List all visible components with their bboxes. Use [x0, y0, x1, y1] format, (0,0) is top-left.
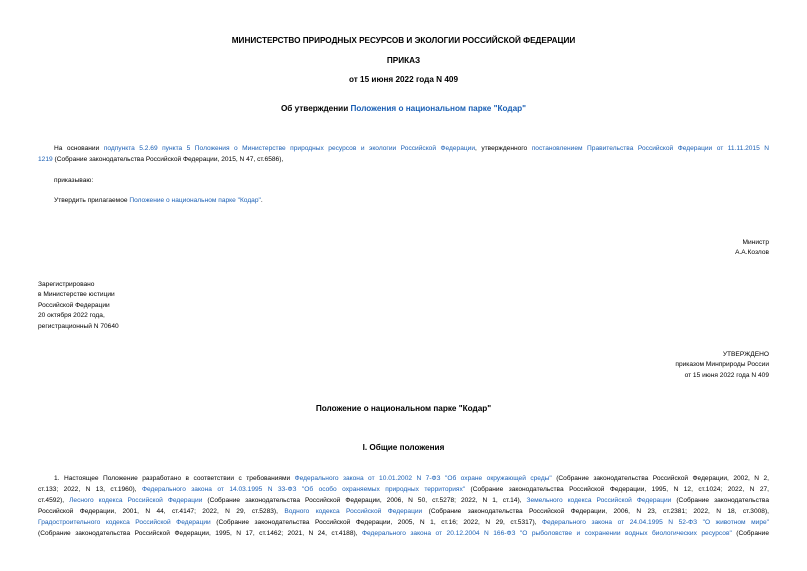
- body-text: (Собрание законодательства Российской Федерации, 1995, N 12, ст.1024; 2022, N 27,: [465, 486, 770, 493]
- law-reference-link[interactable]: Лесного кодекса Российской Федерации: [69, 497, 203, 504]
- body-text: Российской Федерации, 2001, N 44, ст.4147; 2022, N 29, ст.5283),: [38, 508, 285, 515]
- body-text: (Собрание законодательства Российской Федерации, 2005, N 1, ст.16; 2022, N 29, ст.5317),: [210, 519, 543, 526]
- law-reference-link[interactable]: Градостроительного кодекса Российской Федерации: [38, 519, 211, 526]
- body-text: (Собрание законодательства Российской Федерации, 2006, N 50, ст.5278; 2022, N 1, ст.14),: [202, 497, 527, 504]
- registration-line: 20 октября 2022 года,: [38, 312, 105, 320]
- approve-link[interactable]: Положение о национальном парке "Кодар": [129, 197, 261, 204]
- body-line: [38, 495, 769, 506]
- order-word: приказываю:: [54, 177, 94, 184]
- law-reference-link[interactable]: постановлением Правительства Российской Федерации от 11.11.2015 N: [531, 145, 769, 152]
- signature-block: [735, 238, 769, 259]
- law-reference-link[interactable]: 1219: [38, 156, 53, 163]
- doc-title-link[interactable]: Положения о национальном парке "Кодар": [350, 104, 527, 113]
- registration-line: регистрационный N 70640: [38, 322, 119, 330]
- doc-title-prefix: Об утверждении: [280, 104, 351, 113]
- approval-line: от 15 июня 2022 года N 409: [684, 371, 769, 379]
- approval-line: УТВЕРЖДЕНО: [722, 351, 769, 358]
- body-line: [38, 528, 769, 539]
- law-reference-link[interactable]: Федерального закона от 10.01.2002 N 7-ФЗ "Об охране окружающей среды": [294, 475, 552, 482]
- law-reference-link[interactable]: Федерального закона от 20.12.2004 N 166-ФЗ "О рыболовстве и сохранении водных биологических ресурсов": [362, 530, 732, 537]
- body-text: (Собрание законодательства Российской Федерации, 2015, N 47, ст.6586),: [52, 156, 284, 163]
- body-line: [38, 517, 769, 528]
- body-line: [38, 506, 769, 517]
- preamble-line-1: [54, 143, 769, 154]
- body-line: [54, 473, 769, 484]
- body-text: , утвержденного: [475, 145, 532, 152]
- body-text: ст.133; 2022, N 13, ст.1960),: [38, 486, 142, 493]
- approve-sentence: [54, 196, 263, 206]
- approve-suffix: .: [260, 197, 263, 204]
- preamble-line-2: [38, 154, 769, 165]
- chapter-title: I. Общие положения: [362, 443, 445, 452]
- doc-date: от 15 июня 2022 года N 409: [348, 75, 459, 84]
- law-reference-link[interactable]: Земельного кодекса Российской Федерации: [526, 497, 672, 504]
- signature-name: А.А.Козлов: [735, 249, 769, 257]
- body-text: (Собрание: [731, 530, 770, 537]
- registration-line: в Министерстве юстиции: [38, 291, 115, 299]
- registration-block: [38, 280, 119, 332]
- ministry-heading: МИНИСТЕРСТВО ПРИРОДНЫХ РЕСУРСОВ И ЭКОЛОГИИ РОССИЙСКОЙ ФЕДЕРАЦИИ: [231, 36, 576, 45]
- doc-type: ПРИКАЗ: [386, 56, 421, 65]
- registration-line: Российской Федерации: [38, 301, 110, 309]
- body-text: (Собрание законодательства Российской Федерации, 1995, N 17, ст.1462; 2021, N 24, ст.4188),: [38, 530, 363, 537]
- approval-block: [675, 350, 769, 381]
- body-text: (Собрание законодательства Российской Федерации, 2002, N 2,: [551, 475, 769, 482]
- law-reference-link[interactable]: Федерального закона от 14.03.1995 N 33-ФЗ "Об особо охраняемых природных территориях": [141, 486, 466, 493]
- law-reference-link[interactable]: подпункта 5.2.69 пункта 5 Положения о Министерстве природных ресурсов и экологии Российской Федерации: [103, 145, 476, 152]
- body-text: (Собрание законодательства: [671, 497, 770, 504]
- law-reference-link[interactable]: Водного кодекса Российской Федерации: [284, 508, 423, 515]
- signature-position: Министр: [742, 239, 769, 246]
- regulation-title: Положение о национальном парке "Кодар": [315, 404, 492, 413]
- law-reference-link[interactable]: Федерального закона от 24.04.1995 N 52-ФЗ "О животном мире": [542, 519, 769, 526]
- approve-prefix: Утвердить прилагаемое: [54, 197, 130, 204]
- registration-line: Зарегистрировано: [38, 281, 95, 288]
- body-text: ст.4592),: [38, 497, 70, 504]
- doc-title: [0, 104, 807, 113]
- body-line: [38, 484, 769, 495]
- approval-line: приказом Минприроды России: [675, 361, 769, 369]
- body-text: (Собрание законодательства Российской Федерации, 2006, N 23, ст.2381; 2022, N 18, ст.3008),: [422, 508, 769, 515]
- body-text: 1. Настоящее Положение разработано в соответствии с требованиями: [54, 475, 295, 482]
- body-text: На основании: [54, 145, 104, 152]
